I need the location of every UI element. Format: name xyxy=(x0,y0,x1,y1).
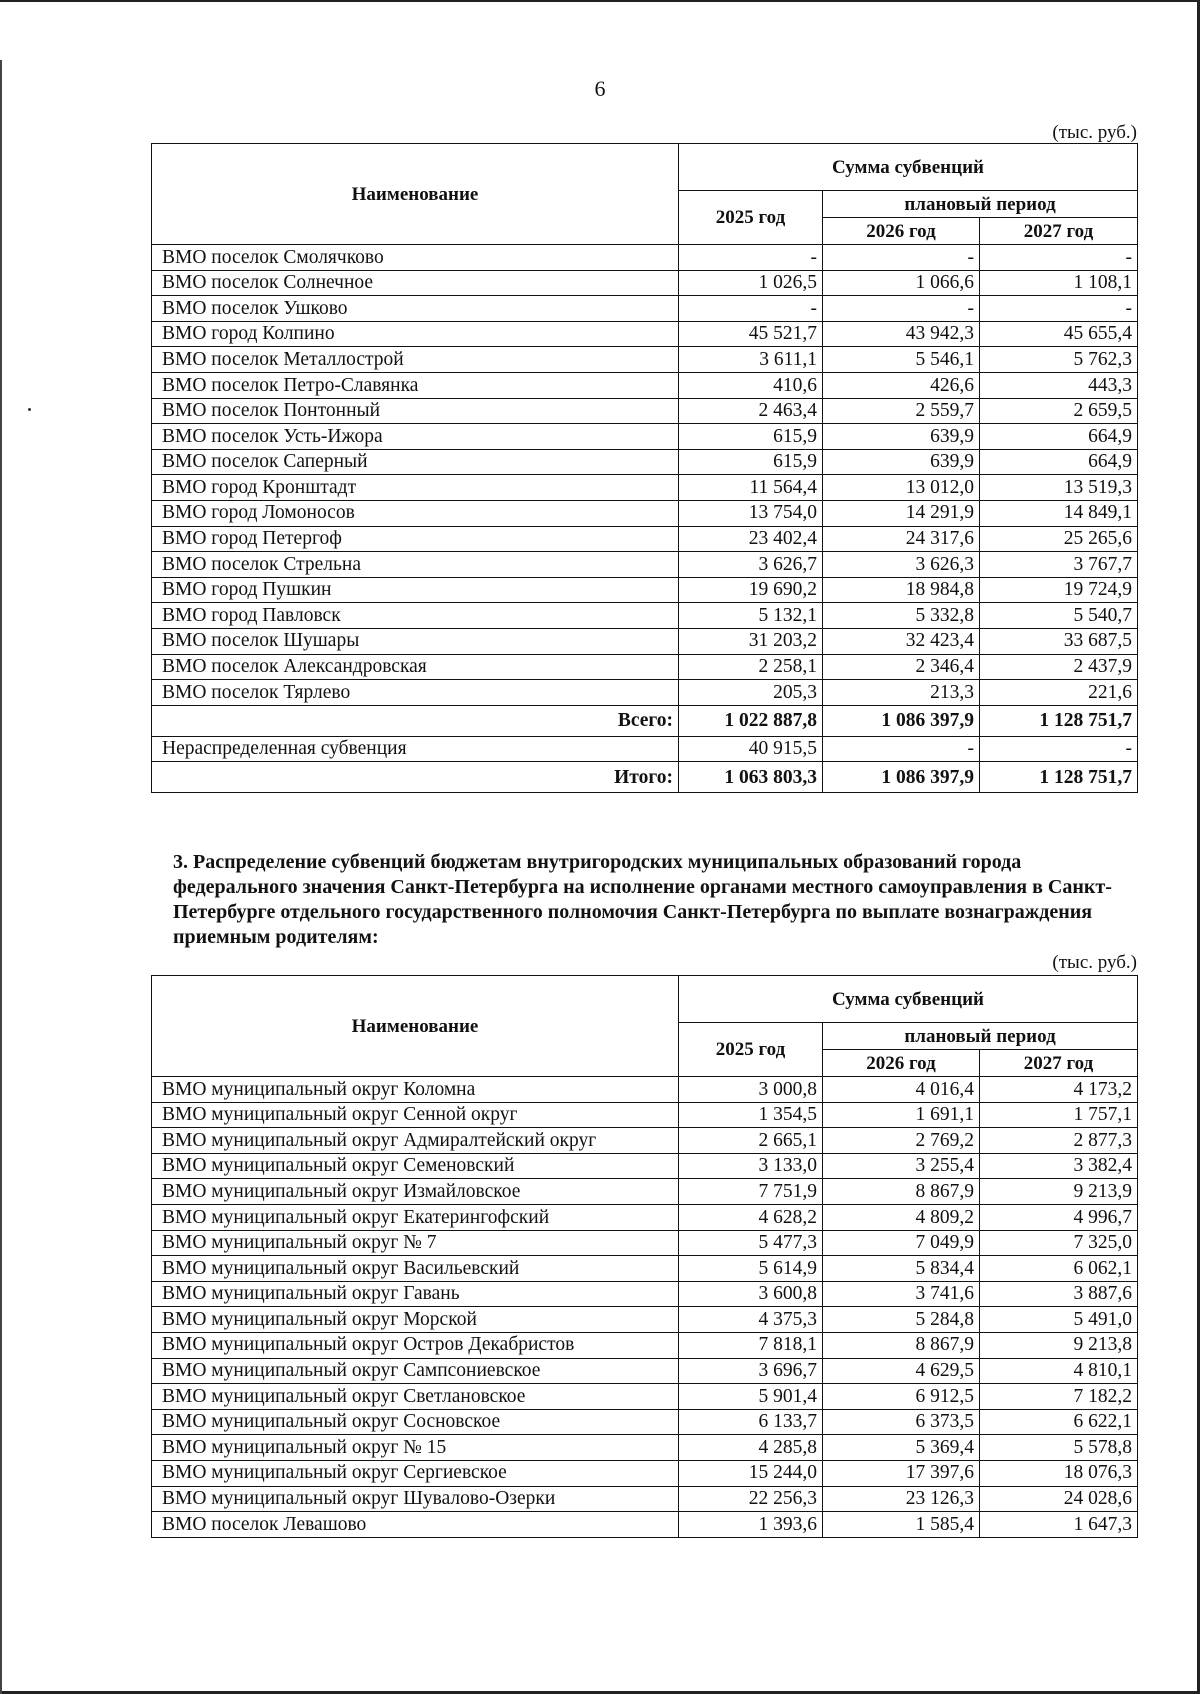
unallocated-2027: - xyxy=(980,736,1138,762)
row-2025: 3 133,0 xyxy=(679,1153,823,1179)
row-2025: 23 402,4 xyxy=(679,526,823,552)
row-name: ВМО муниципальный округ № 15 xyxy=(152,1435,679,1461)
row-2026: 17 397,6 xyxy=(823,1460,980,1486)
table-row xyxy=(152,1460,1138,1486)
row-2027: 5 491,0 xyxy=(980,1307,1138,1333)
row-2027: 1 757,1 xyxy=(980,1102,1138,1128)
row-2026: - xyxy=(823,245,980,271)
row-2027: 5 540,7 xyxy=(980,603,1138,629)
row-2025: 3 626,7 xyxy=(679,552,823,578)
header-2025: 2025 год xyxy=(679,191,823,245)
row-2027: 1 108,1 xyxy=(980,270,1138,296)
row-name: ВМО муниципальный округ Светлановское xyxy=(152,1384,679,1410)
row-name: ВМО город Колпино xyxy=(152,321,679,347)
row-name: ВМО город Петергоф xyxy=(152,526,679,552)
table-row xyxy=(152,1256,1138,1282)
row-2026: 4 809,2 xyxy=(823,1204,980,1230)
header-name: Наименование xyxy=(152,976,679,1077)
row-2026: 5 332,8 xyxy=(823,603,980,629)
row-2025: 22 256,3 xyxy=(679,1486,823,1512)
row-name: ВМО город Кронштадт xyxy=(152,475,679,501)
header-2026: 2026 год xyxy=(823,218,980,245)
table-row xyxy=(152,577,1138,603)
row-name: ВМО муниципальный округ № 7 xyxy=(152,1230,679,1256)
row-2025: 7 751,9 xyxy=(679,1179,823,1205)
table-row xyxy=(152,1077,1138,1103)
table-row xyxy=(152,424,1138,450)
row-2026: 4 629,5 xyxy=(823,1358,980,1384)
section-3-heading: 3. Распределение субвенций бюджетам внутригородских муниципальных образований города федерального значения Санкт-Петербурга на исполнение органами местного самоуправления в Санкт-Петербурге отдельного государственного полномочия Санкт-Петербурга по выплате вознаграждения приемным родителям: xyxy=(173,851,1112,948)
row-2026: 8 867,9 xyxy=(823,1179,980,1205)
grand-total-label: Итого: xyxy=(152,762,679,793)
row-2025: 4 628,2 xyxy=(679,1204,823,1230)
row-name: ВМО муниципальный округ Гавань xyxy=(152,1281,679,1307)
table-row xyxy=(152,552,1138,578)
row-2025: 615,9 xyxy=(679,424,823,450)
subventions-table-2 xyxy=(151,975,1138,1538)
row-2025: 3 611,1 xyxy=(679,347,823,373)
row-2026: 14 291,9 xyxy=(823,500,980,526)
row-2027: 25 265,6 xyxy=(980,526,1138,552)
row-2026: 3 255,4 xyxy=(823,1153,980,1179)
grand-total-row xyxy=(152,762,1138,793)
row-name: ВМО поселок Саперный xyxy=(152,449,679,475)
row-name: ВМО поселок Металлострой xyxy=(152,347,679,373)
row-2025: 1 026,5 xyxy=(679,270,823,296)
total-2027: 1 128 751,7 xyxy=(980,705,1138,736)
row-name: ВМО муниципальный округ Шувалово-Озерки xyxy=(152,1486,679,1512)
row-2025: 3 696,7 xyxy=(679,1358,823,1384)
row-name: ВМО поселок Солнечное xyxy=(152,270,679,296)
row-2025: 13 754,0 xyxy=(679,500,823,526)
row-name: ВМО поселок Стрельна xyxy=(152,552,679,578)
row-2026: 1 585,4 xyxy=(823,1512,980,1538)
row-2027: 3 382,4 xyxy=(980,1153,1138,1179)
unallocated-row xyxy=(152,736,1138,762)
row-2025: 205,3 xyxy=(679,680,823,706)
header-sum: Сумма субвенций xyxy=(679,144,1138,191)
row-2025: 3 600,8 xyxy=(679,1281,823,1307)
row-2027: 4 810,1 xyxy=(980,1358,1138,1384)
row-2026: 43 942,3 xyxy=(823,321,980,347)
row-name: ВМО город Пушкин xyxy=(152,577,679,603)
row-name: ВМО поселок Ушково xyxy=(152,296,679,322)
table-row xyxy=(152,1435,1138,1461)
table-row xyxy=(152,296,1138,322)
row-2027: - xyxy=(980,296,1138,322)
row-2025: - xyxy=(679,245,823,271)
table-row xyxy=(152,270,1138,296)
row-2027: 7 182,2 xyxy=(980,1384,1138,1410)
row-2026: 2 769,2 xyxy=(823,1128,980,1154)
row-2026: 639,9 xyxy=(823,449,980,475)
row-2025: 2 258,1 xyxy=(679,654,823,680)
page-number: 6 xyxy=(594,76,606,101)
row-2025: 2 463,4 xyxy=(679,398,823,424)
row-name: ВМО поселок Петро-Славянка xyxy=(152,372,679,398)
table-row xyxy=(152,1358,1138,1384)
row-2027: 6 622,1 xyxy=(980,1409,1138,1435)
table-row xyxy=(152,1384,1138,1410)
row-2026: 23 126,3 xyxy=(823,1486,980,1512)
units-label: (тыс. руб.) xyxy=(1052,122,1137,143)
table-row xyxy=(152,1204,1138,1230)
row-2026: 5 284,8 xyxy=(823,1307,980,1333)
row-name: ВМО муниципальный округ Сергиевское xyxy=(152,1460,679,1486)
row-name: ВМО муниципальный округ Морской xyxy=(152,1307,679,1333)
row-2027: 13 519,3 xyxy=(980,475,1138,501)
table-row xyxy=(152,475,1138,501)
table-row xyxy=(152,500,1138,526)
table-row xyxy=(152,526,1138,552)
table-row xyxy=(152,603,1138,629)
row-2025: 4 285,8 xyxy=(679,1435,823,1461)
row-2027: 2 659,5 xyxy=(980,398,1138,424)
grand-total-2026: 1 086 397,9 xyxy=(823,762,980,793)
row-2025: 1 393,6 xyxy=(679,1512,823,1538)
row-2027: 3 767,7 xyxy=(980,552,1138,578)
row-name: ВМО поселок Усть-Ижора xyxy=(152,424,679,450)
row-2027: 6 062,1 xyxy=(980,1256,1138,1282)
subventions-table-1 xyxy=(151,143,1138,793)
row-2027: 2 437,9 xyxy=(980,654,1138,680)
row-2026: 426,6 xyxy=(823,372,980,398)
table-row xyxy=(152,1128,1138,1154)
row-2027: 33 687,5 xyxy=(980,628,1138,654)
row-2026: 6 373,5 xyxy=(823,1409,980,1435)
table-row xyxy=(152,1153,1138,1179)
header-planned: плановый период xyxy=(823,191,1138,218)
header-planned: плановый период xyxy=(823,1023,1138,1050)
row-2026: 3 626,3 xyxy=(823,552,980,578)
unallocated-2025: 40 915,5 xyxy=(679,736,823,762)
row-2025: 5 132,1 xyxy=(679,603,823,629)
table-row xyxy=(152,1102,1138,1128)
row-name: ВМО муниципальный округ Сосновское xyxy=(152,1409,679,1435)
row-name: ВМО поселок Шушары xyxy=(152,628,679,654)
row-2026: 32 423,4 xyxy=(823,628,980,654)
row-2026: 5 834,4 xyxy=(823,1256,980,1282)
row-2027: 4 996,7 xyxy=(980,1204,1138,1230)
row-2027: 24 028,6 xyxy=(980,1486,1138,1512)
header-sum: Сумма субвенций xyxy=(679,976,1138,1023)
row-2026: 5 369,4 xyxy=(823,1435,980,1461)
scan-border-top xyxy=(0,0,1200,2)
table-row xyxy=(152,449,1138,475)
row-2027: 4 173,2 xyxy=(980,1077,1138,1103)
row-2025: 19 690,2 xyxy=(679,577,823,603)
row-2027: - xyxy=(980,245,1138,271)
row-2027: 5 578,8 xyxy=(980,1435,1138,1461)
row-name: ВМО поселок Александровская xyxy=(152,654,679,680)
row-name: ВМО муниципальный округ Сенной округ xyxy=(152,1102,679,1128)
table-row xyxy=(152,398,1138,424)
scan-border-left xyxy=(0,60,2,1694)
row-name: ВМО муниципальный округ Екатерингофский xyxy=(152,1204,679,1230)
unallocated-2026: - xyxy=(823,736,980,762)
row-name: ВМО муниципальный округ Коломна xyxy=(152,1077,679,1103)
header-2027: 2027 год xyxy=(980,1050,1138,1077)
table-row xyxy=(152,1230,1138,1256)
row-2027: 14 849,1 xyxy=(980,500,1138,526)
row-2025: 2 665,1 xyxy=(679,1128,823,1154)
units-label-2: (тыс. руб.) xyxy=(1052,952,1137,973)
row-2027: 221,6 xyxy=(980,680,1138,706)
table-row xyxy=(152,245,1138,271)
row-2026: 4 016,4 xyxy=(823,1077,980,1103)
header-name: Наименование xyxy=(152,144,679,245)
table-row xyxy=(152,1307,1138,1333)
table-row xyxy=(152,1409,1138,1435)
row-2025: 615,9 xyxy=(679,449,823,475)
row-2025: 4 375,3 xyxy=(679,1307,823,1333)
grand-total-2025: 1 063 803,3 xyxy=(679,762,823,793)
unallocated-name: Нераспределенная субвенция xyxy=(152,736,679,762)
row-name: ВМО муниципальный округ Васильевский xyxy=(152,1256,679,1282)
row-2026: 2 346,4 xyxy=(823,654,980,680)
row-2025: 5 477,3 xyxy=(679,1230,823,1256)
row-2025: 6 133,7 xyxy=(679,1409,823,1435)
total-2025: 1 022 887,8 xyxy=(679,705,823,736)
header-2026: 2026 год xyxy=(823,1050,980,1077)
row-2027: 7 325,0 xyxy=(980,1230,1138,1256)
table-row xyxy=(152,654,1138,680)
total-label: Всего: xyxy=(152,705,679,736)
table-row xyxy=(152,1281,1138,1307)
row-name: ВМО муниципальный округ Адмиралтейский округ xyxy=(152,1128,679,1154)
row-2026: 7 049,9 xyxy=(823,1230,980,1256)
row-2026: 213,3 xyxy=(823,680,980,706)
table-row xyxy=(152,628,1138,654)
row-2025: 45 521,7 xyxy=(679,321,823,347)
table-row xyxy=(152,372,1138,398)
row-2026: 8 867,9 xyxy=(823,1332,980,1358)
row-2025: 15 244,0 xyxy=(679,1460,823,1486)
row-name: ВМО город Ломоносов xyxy=(152,500,679,526)
row-2027: 1 647,3 xyxy=(980,1512,1138,1538)
row-2025: - xyxy=(679,296,823,322)
row-2027: 5 762,3 xyxy=(980,347,1138,373)
header-2027: 2027 год xyxy=(980,218,1138,245)
row-2026: 13 012,0 xyxy=(823,475,980,501)
row-name: ВМО поселок Смолячково xyxy=(152,245,679,271)
table-row xyxy=(152,680,1138,706)
row-2025: 31 203,2 xyxy=(679,628,823,654)
row-2026: 1 066,6 xyxy=(823,270,980,296)
table-row xyxy=(152,1512,1138,1538)
row-2027: 9 213,8 xyxy=(980,1332,1138,1358)
row-2026: 24 317,6 xyxy=(823,526,980,552)
header-2025: 2025 год xyxy=(679,1023,823,1077)
row-2026: 3 741,6 xyxy=(823,1281,980,1307)
row-2026: 639,9 xyxy=(823,424,980,450)
total-row xyxy=(152,705,1138,736)
row-2025: 1 354,5 xyxy=(679,1102,823,1128)
table-row xyxy=(152,1179,1138,1205)
row-name: ВМО поселок Левашово xyxy=(152,1512,679,1538)
row-2025: 11 564,4 xyxy=(679,475,823,501)
row-name: ВМО поселок Понтонный xyxy=(152,398,679,424)
row-2025: 5 614,9 xyxy=(679,1256,823,1282)
row-2026: 18 984,8 xyxy=(823,577,980,603)
table-row xyxy=(152,321,1138,347)
row-2026: 5 546,1 xyxy=(823,347,980,373)
total-2026: 1 086 397,9 xyxy=(823,705,980,736)
row-2026: - xyxy=(823,296,980,322)
scan-speck xyxy=(28,408,31,411)
row-2027: 18 076,3 xyxy=(980,1460,1138,1486)
row-2027: 664,9 xyxy=(980,449,1138,475)
row-2027: 19 724,9 xyxy=(980,577,1138,603)
row-name: ВМО муниципальный округ Семеновский xyxy=(152,1153,679,1179)
row-2027: 45 655,4 xyxy=(980,321,1138,347)
grand-total-2027: 1 128 751,7 xyxy=(980,762,1138,793)
table-2-body xyxy=(152,1077,1138,1538)
row-2027: 2 877,3 xyxy=(980,1128,1138,1154)
row-name: ВМО муниципальный округ Остров Декабристов xyxy=(152,1332,679,1358)
row-name: ВМО муниципальный округ Измайловское xyxy=(152,1179,679,1205)
table-row xyxy=(152,347,1138,373)
row-2027: 9 213,9 xyxy=(980,1179,1138,1205)
row-2027: 443,3 xyxy=(980,372,1138,398)
row-2025: 3 000,8 xyxy=(679,1077,823,1103)
row-2025: 410,6 xyxy=(679,372,823,398)
row-2026: 2 559,7 xyxy=(823,398,980,424)
row-2026: 6 912,5 xyxy=(823,1384,980,1410)
table-row xyxy=(152,1486,1138,1512)
row-2027: 664,9 xyxy=(980,424,1138,450)
row-2026: 1 691,1 xyxy=(823,1102,980,1128)
table-row xyxy=(152,1332,1138,1358)
row-2025: 5 901,4 xyxy=(679,1384,823,1410)
row-2027: 3 887,6 xyxy=(980,1281,1138,1307)
row-2025: 7 818,1 xyxy=(679,1332,823,1358)
row-name: ВМО поселок Тярлево xyxy=(152,680,679,706)
row-name: ВМО город Павловск xyxy=(152,603,679,629)
table-1-body xyxy=(152,245,1138,706)
row-name: ВМО муниципальный округ Сампсониевское xyxy=(152,1358,679,1384)
